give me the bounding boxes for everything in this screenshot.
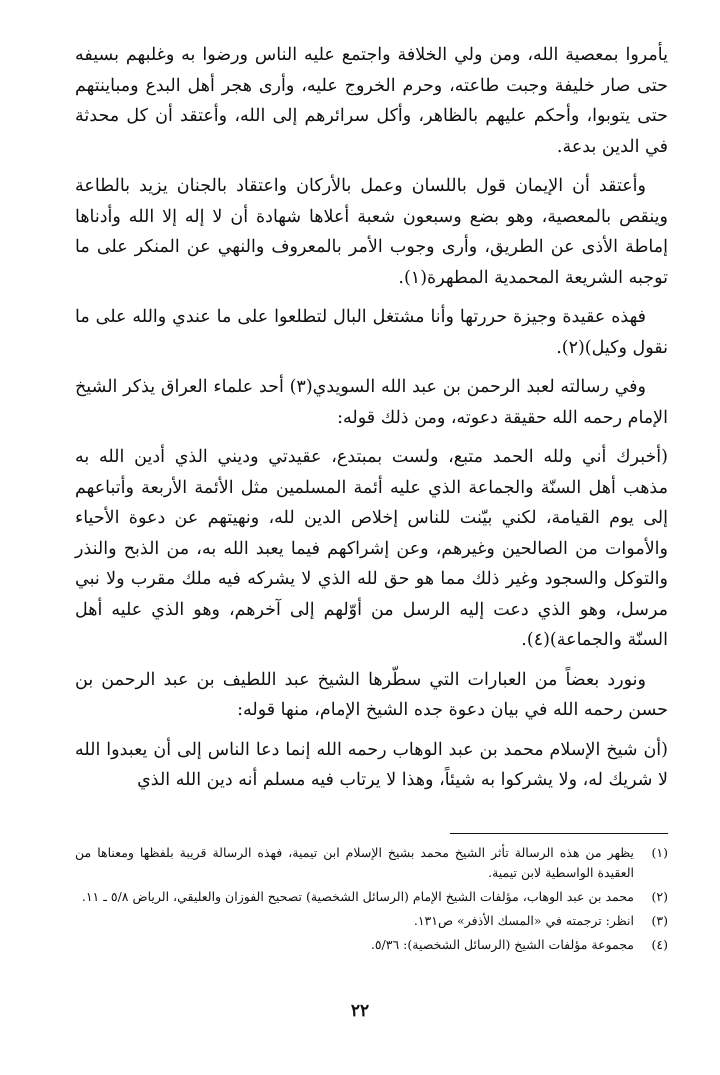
footnote-3 (75, 911, 668, 931)
footnote-text: يظهر من هذه الرسالة تأثر الشيخ محمد بشيخ الإسلام ابن تيمية، فهذه الرسالة قريبة بلفظها ومعناها من العقيدة الواسطية لابن تيمية. (75, 845, 634, 880)
footnote-1 (75, 843, 668, 883)
paragraph-creed-summary: فهذه عقيدة وجيزة حررتها وأنا مشتغل البال لتطلعوا على ما عندي والله على ما نقول وكيل)(٢). (75, 307, 668, 358)
footnote-text: محمد بن عبد الوهاب، مؤلفات الشيخ الإمام (الرسائل الشخصية) تصحيح الفوزان والعليقي، الرياض ٥/٨ ـ ١١. (81, 889, 634, 904)
paragraph-abdullatif-intro: ونورد بعضاً من العبارات التي سطّرها الشيخ عبد اللطيف بن عبد الرحمن بن حسن رحمه الله في بيان دعوة جده الشيخ الإمام، منها قوله: (75, 669, 668, 720)
footnote-4 (75, 935, 668, 955)
footnote-number: (٤) (651, 937, 668, 952)
paragraph-quote-tawhid: (أن شيخ الإسلام محمد بن عبد الوهاب رحمه الله إنما دعا الناس إلى أن يعبدوا الله لا شريك له، ولا يشركوا به شيئاً، وهذا لا يرتاب فيه مسلم أنه دين الله الذي (75, 739, 668, 790)
main-text (75, 40, 668, 805)
paragraph-creed-continuation: يأمروا بمعصية الله، ومن ولي الخلافة واجتمع عليه الناس ورضوا به وغلبهم بسيفه حتى صار خليفة وجبت طاعته، وحرم الخروج عليه، وأرى هجر أهل البدع ومباينتهم حتى يتوبوا، وأحكم عليهم بالظاهر، وأكل سرائرهم إلى الله، وأعتقد أن كل محدثة في الدين بدعة. (75, 45, 668, 157)
footnotes (75, 843, 668, 959)
paragraph-faith-definition: وأعتقد أن الإيمان قول باللسان وعمل بالأركان واعتقاد بالجنان يزيد بالطاعة وينقص بالمعصية، وهو بضع وسبعون شعبة أعلاها شهادة أن لا إله إلا الله وأدناها إماطة الأذى عن الطريق، وأرى وجوب الأمر بالمعروف والنهي عن المنكر على ما توجبه الشريعة المحمدية المطهرة(١). (75, 176, 668, 288)
footnote-text: مجموعة مؤلفات الشيخ (الرسائل الشخصية): ٥/٣٦. (370, 937, 634, 952)
footnote-2 (75, 887, 668, 907)
paragraph-letter-suwaidi: وفي رسالته لعبد الرحمن بن عبد الله السويدي(٣) أحد علماء العراق يذكر الشيخ الإمام رحمه الله حقيقة دعوته، ومن ذلك قوله: (75, 377, 668, 428)
footnote-separator (450, 833, 668, 834)
paragraph-quote-sunnah: (أخبرك أني ولله الحمد متبع، ولست بمبتدع، عقيدتي وديني الذي أدين الله به مذهب أهل السنّة والجماعة الذي عليه أئمة المسلمين مثل الأئمة الأربعة وأتباعهم إلى يوم القيامة، لكني بيّنت للناس إخلاص الدين لله، ونهيتهم عن دعوة الأحياء والأموات من الصالحين وغيرهم، وعن إشراكهم فيما يعبد الله به، من الذبح والنذر والتوكل والسجود وغير ذلك مما هو حق لله الذي لا يشركه فيه ملك مقرب ولا نبي مرسل، وهو الذي دعت إليه الرسل من أوّلهم إلى آخرهم، وهو الذي عليه أهل السنّة والجماعة)(٤). (75, 447, 668, 650)
footnote-number: (٢) (651, 889, 668, 904)
footnote-number: (١) (651, 845, 668, 860)
footnote-text: انظر: ترجمته في «المسك الأذفر» ص١٣١. (413, 913, 634, 928)
footnote-number: (٣) (651, 913, 668, 928)
page-number: ٢٢ (350, 1001, 370, 1021)
